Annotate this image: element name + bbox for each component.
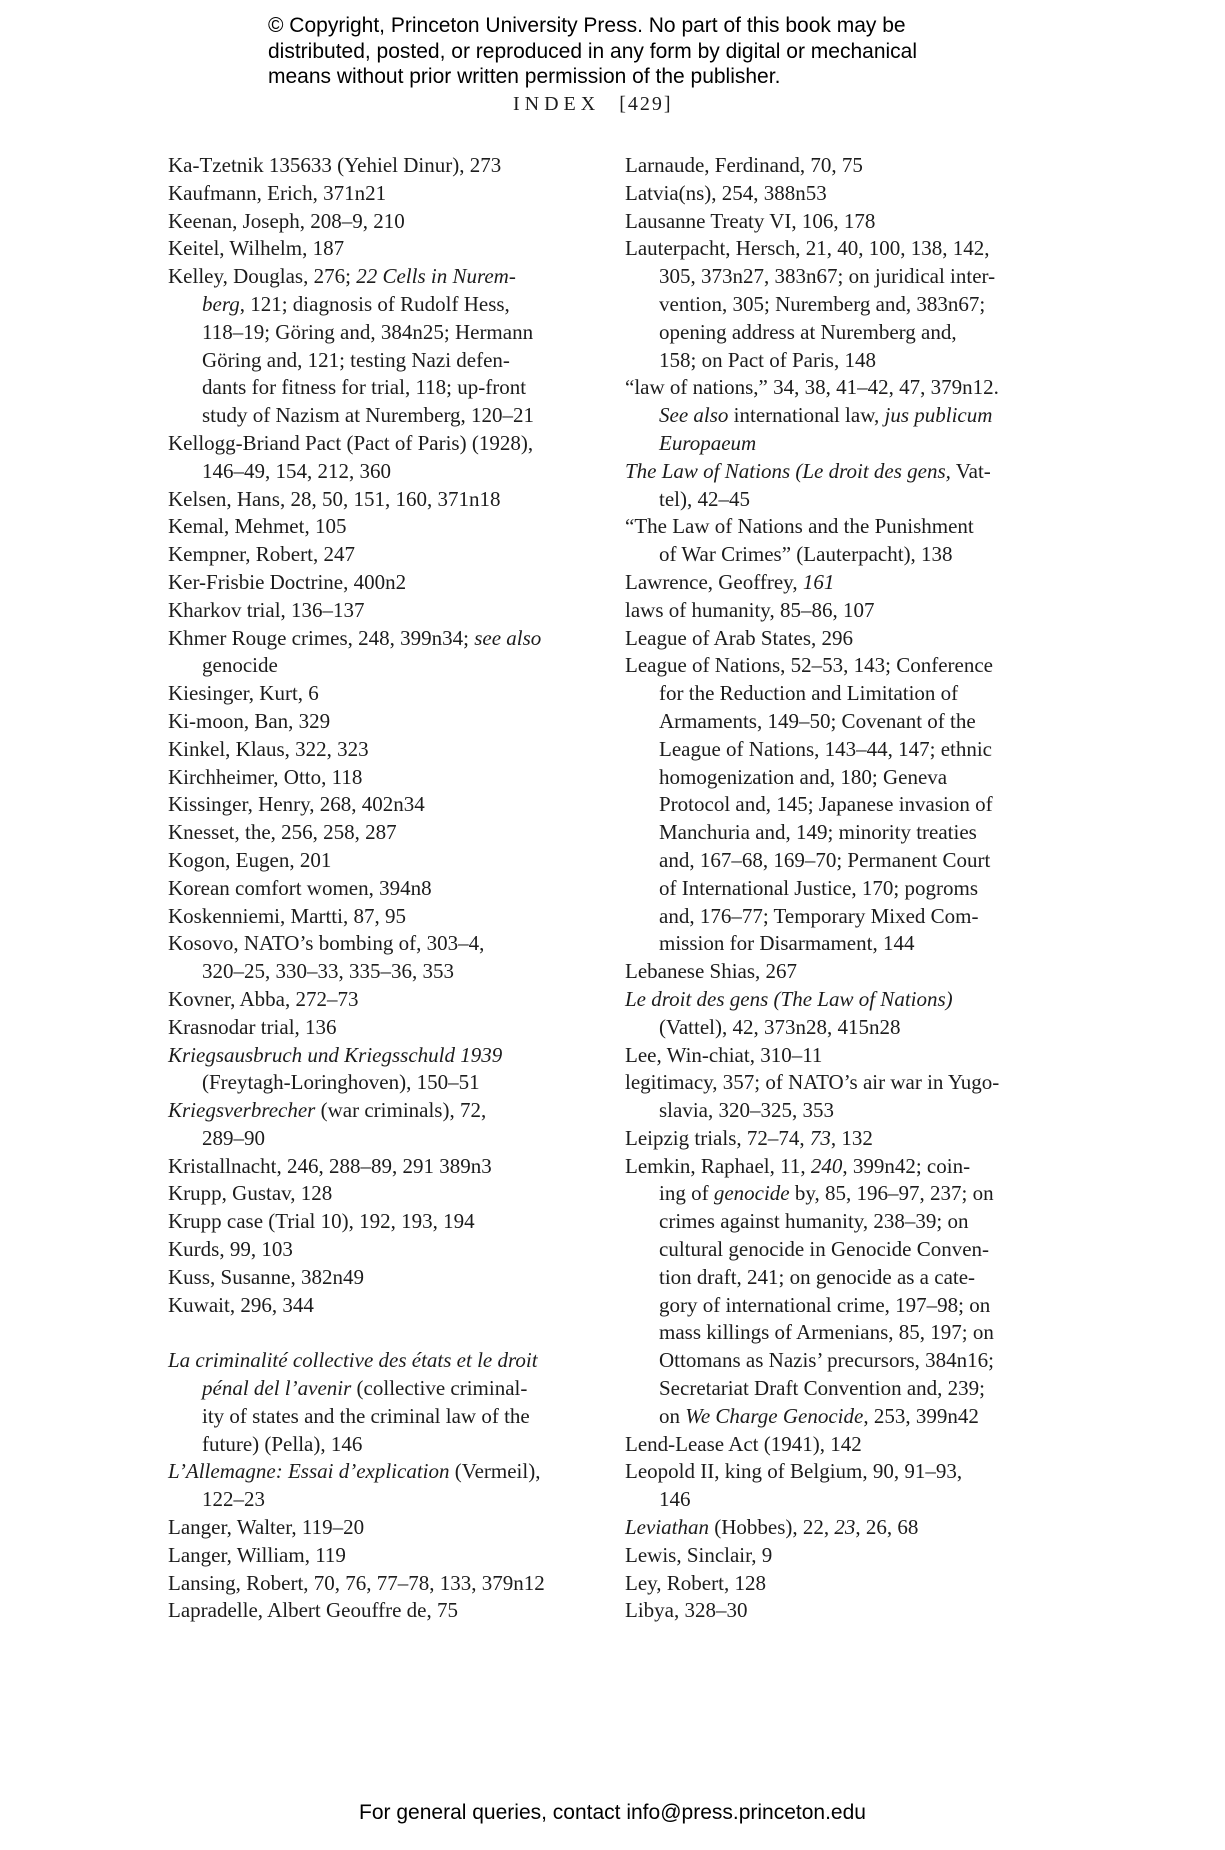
- index-line: [625, 1264, 1225, 1292]
- index-text: on: [659, 1403, 686, 1428]
- index-text: Lee, Win-chiat, 310–11: [625, 1042, 823, 1067]
- index-text: Kurds, 99, 103: [168, 1237, 293, 1262]
- index-line: [625, 1347, 1225, 1375]
- index-text-italic: 22 Cells in Nurem-: [356, 264, 516, 289]
- index-line: [625, 291, 1225, 319]
- index-text: Kemal, Mehmet, 105: [168, 514, 347, 539]
- index-blank-line: [168, 1319, 625, 1347]
- index-line: [625, 847, 1225, 875]
- index-line: [168, 1264, 625, 1292]
- index-text: Lauterpacht, Hersch, 21, 40, 100, 138, 142,: [625, 236, 990, 261]
- index-line: [168, 1125, 625, 1153]
- page-header: [513, 93, 673, 116]
- index-text-italic: Europaeum: [659, 430, 757, 455]
- index-line: [625, 1319, 1225, 1347]
- index-line: [625, 1014, 1225, 1042]
- index-line: [168, 235, 625, 263]
- index-text-italic: jus publicum: [884, 403, 993, 428]
- index-text: Kirchheimer, Otto, 118: [168, 764, 363, 789]
- index-text: Vat-: [950, 458, 991, 483]
- index-text: Lansing, Robert, 70, 76, 77–78, 133, 379n12: [168, 1570, 545, 1595]
- index-text-italic: The Law of Nations (Le droit des gens,: [625, 458, 951, 483]
- index-line: [625, 1458, 1225, 1486]
- index-line: [168, 1014, 625, 1042]
- index-text: Ki-moon, Ban, 329: [168, 708, 331, 733]
- index-line: [168, 569, 625, 597]
- index-line: [625, 263, 1225, 291]
- index-text-italic: genocide: [713, 1181, 790, 1206]
- index-line: [168, 152, 625, 180]
- index-text-italic: Kriegsausbruch und Kriegsschuld 1939: [168, 1042, 503, 1067]
- index-text: (Hobbes), 22,: [709, 1515, 835, 1540]
- index-line: [168, 1347, 625, 1375]
- index-line: [625, 541, 1225, 569]
- index-text: Koskenniemi, Martti, 87, 95: [168, 903, 406, 928]
- index-line: [625, 1403, 1225, 1431]
- index-text: Lausanne Treaty VI, 106, 178: [625, 208, 876, 233]
- index-line: [168, 374, 625, 402]
- index-text: , 399n42; coin-: [842, 1153, 971, 1178]
- index-line: [625, 652, 1225, 680]
- index-text: Kristallnacht, 246, 288–89, 291 389n3: [168, 1153, 492, 1178]
- index-line: [168, 1236, 625, 1264]
- page-number: [429]: [619, 93, 673, 115]
- index-text: 320–25, 330–33, 335–36, 353: [202, 959, 454, 984]
- index-line: [168, 458, 625, 486]
- index-line: [168, 486, 625, 514]
- index-text-italic: Kriegsverbrecher: [168, 1098, 316, 1123]
- index-line: [625, 625, 1225, 653]
- index-line: [625, 486, 1225, 514]
- index-text: Kempner, Robert, 247: [168, 542, 355, 567]
- index-line: [168, 1042, 625, 1070]
- index-text-italic: Leviathan: [625, 1515, 709, 1540]
- index-text: Korean comfort women, 394n8: [168, 875, 432, 900]
- copyright-line: distributed, posted, or reproduced in any form by digital or mechanical: [268, 39, 918, 63]
- index-text: , 253, 399n42: [863, 1403, 979, 1428]
- index-text: Manchuria and, 149; minority treaties: [659, 820, 977, 845]
- index-line: [625, 791, 1225, 819]
- index-line: [168, 597, 625, 625]
- index-line: [168, 1431, 625, 1459]
- index-text: League of Nations, 52–53, 143; Conference: [625, 653, 993, 678]
- index-text: Langer, William, 119: [168, 1542, 346, 1567]
- index-line: [168, 625, 625, 653]
- index-text: (Freytagh-Loringhoven), 150–51: [202, 1070, 480, 1095]
- index-text: Kogon, Eugen, 201: [168, 847, 332, 872]
- index-line: [168, 208, 625, 236]
- index-text: Göring and, 121; testing Nazi defen-: [202, 347, 510, 372]
- index-text: tion draft, 241; on genocide as a cate-: [659, 1264, 976, 1289]
- index-text: League of Nations, 143–44, 147; ethnic: [659, 736, 993, 761]
- index-text: (war criminals), 72,: [315, 1098, 487, 1123]
- index-line: [168, 430, 625, 458]
- index-text: Kelley, Douglas, 276;: [168, 264, 357, 289]
- index-text: laws of humanity, 85–86, 107: [625, 597, 875, 622]
- index-line: [168, 319, 625, 347]
- copyright-notice: [268, 13, 917, 90]
- index-line: [625, 1292, 1225, 1320]
- index-title: INDEX: [513, 93, 601, 115]
- index-text: Kiesinger, Kurt, 6: [168, 681, 319, 706]
- index-line: [625, 208, 1225, 236]
- index-text: Langer, Walter, 119–20: [168, 1515, 365, 1540]
- index-text: (Vermeil),: [449, 1459, 541, 1484]
- index-line: [168, 1597, 625, 1625]
- page-footer: [0, 1801, 1225, 1825]
- index-text: Lapradelle, Albert Geouffre de, 75: [168, 1598, 458, 1623]
- index-text: 289–90: [202, 1125, 265, 1150]
- index-left-column: [168, 152, 625, 1625]
- index-line: [625, 986, 1225, 1014]
- index-text: of War Crimes” (Lauterpacht), 138: [659, 542, 953, 567]
- index-line: [625, 1208, 1225, 1236]
- index-text: Lemkin, Raphael, 11,: [625, 1153, 811, 1178]
- index-text: Krasnodar trial, 136: [168, 1014, 337, 1039]
- copyright-line: means without prior written permission of the publisher.: [268, 65, 781, 89]
- index-line: [168, 513, 625, 541]
- index-line: [168, 1458, 625, 1486]
- index-text: Khmer Rouge crimes, 248, 399n34;: [168, 625, 475, 650]
- index-text: crimes against humanity, 238–39; on: [659, 1209, 969, 1234]
- index-text: study of Nazism at Nuremberg, 120–21: [202, 403, 535, 428]
- index-line: [168, 1097, 625, 1125]
- copyright-line: © Copyright, Princeton University Press. No part of this book may be: [268, 14, 906, 37]
- index-text: future) (Pella), 146: [202, 1431, 363, 1456]
- index-text: mass killings of Armenians, 85, 197; on: [659, 1320, 994, 1345]
- index-text: Kellogg-Briand Pact (Pact of Paris) (1928),: [168, 430, 534, 455]
- index-text: , 132: [830, 1125, 873, 1150]
- index-text: Libya, 328–30: [625, 1598, 748, 1623]
- index-text: 158; on Pact of Paris, 148: [659, 347, 876, 372]
- index-line: [168, 1514, 625, 1542]
- index-text: “The Law of Nations and the Punishment: [625, 514, 974, 539]
- index-line: [168, 1069, 625, 1097]
- index-text-italic: see also: [474, 625, 542, 650]
- index-line: [168, 180, 625, 208]
- index-text: mission for Disarmament, 144: [659, 931, 915, 956]
- index-text: dants for fitness for trial, 118; up-front: [202, 375, 527, 400]
- index-text: 305, 373n27, 383n67; on juridical inter-: [659, 264, 996, 289]
- index-line: [625, 1125, 1225, 1153]
- index-text: homogenization and, 180; Geneva: [659, 764, 948, 789]
- index-text: Kinkel, Klaus, 322, 323: [168, 736, 369, 761]
- index-text-italic: pénal del l’avenir: [202, 1376, 352, 1401]
- index-text: Lebanese Shias, 267: [625, 959, 798, 984]
- index-text-italic: 73: [809, 1125, 831, 1150]
- index-text-italic: La criminalité collective des états et le droit: [168, 1348, 538, 1373]
- index-line: [168, 1208, 625, 1236]
- index-line: [168, 875, 625, 903]
- index-line: [625, 1514, 1225, 1542]
- index-text: for the Reduction and Limitation of: [659, 681, 959, 706]
- index-text: Protocol and, 145; Japanese invasion of: [659, 792, 993, 817]
- index-text: Krupp, Gustav, 128: [168, 1181, 333, 1206]
- index-line: [625, 1180, 1225, 1208]
- index-text: (collective criminal-: [351, 1376, 528, 1401]
- index-line: [625, 1069, 1225, 1097]
- index-text-italic: L’Allemagne: Essai d’explication: [168, 1459, 450, 1484]
- index-text: tel), 42–45: [659, 486, 750, 511]
- index-text: Kosovo, NATO’s bombing of, 303–4,: [168, 931, 485, 956]
- index-text: cultural genocide in Genocide Conven-: [659, 1237, 990, 1262]
- index-text-italic: berg: [202, 291, 240, 316]
- index-line: [625, 597, 1225, 625]
- index-text: Krupp case (Trial 10), 192, 193, 194: [168, 1209, 475, 1234]
- index-line: [625, 319, 1225, 347]
- index-line: [625, 235, 1225, 263]
- index-text: and, 167–68, 169–70; Permanent Court: [659, 847, 991, 872]
- index-line: [625, 402, 1225, 430]
- index-line: [168, 1542, 625, 1570]
- index-line: [168, 263, 625, 291]
- index-line: [625, 1431, 1225, 1459]
- index-text: ing of: [659, 1181, 714, 1206]
- index-text: 146: [659, 1487, 691, 1512]
- index-text: Lend-Lease Act (1941), 142: [625, 1431, 862, 1456]
- index-line: [168, 402, 625, 430]
- index-text: Kovner, Abba, 272–73: [168, 986, 359, 1011]
- index-line: [168, 1375, 625, 1403]
- index-line: [625, 152, 1225, 180]
- index-text: Ley, Robert, 128: [625, 1570, 766, 1595]
- index-text-italic: 161: [802, 569, 835, 594]
- index-line: [625, 374, 1225, 402]
- index-text-italic: 240: [810, 1153, 843, 1178]
- index-line: [168, 764, 625, 792]
- index-text: Latvia(ns), 254, 388n53: [625, 180, 827, 205]
- index-text-italic: See also: [659, 403, 729, 428]
- index-line: [168, 930, 625, 958]
- index-line: [168, 1153, 625, 1181]
- index-line: [625, 569, 1225, 597]
- index-text-italic: 23: [834, 1515, 856, 1540]
- index-line: [168, 819, 625, 847]
- index-line: [625, 930, 1225, 958]
- index-text: Kelsen, Hans, 28, 50, 151, 160, 371n18: [168, 486, 501, 511]
- index-line: [625, 1097, 1225, 1125]
- index-line: [168, 791, 625, 819]
- index-right-column: [625, 152, 1225, 1625]
- index-text: Larnaude, Ferdinand, 70, 75: [625, 153, 863, 177]
- index-text: Kissinger, Henry, 268, 402n34: [168, 792, 425, 817]
- index-text: Leopold II, king of Belgium, 90, 91–93,: [625, 1459, 963, 1484]
- index-text: Armaments, 149–50; Covenant of the: [659, 708, 976, 733]
- index-line: [625, 1542, 1225, 1570]
- index-text: and, 176–77; Temporary Mixed Com-: [659, 903, 979, 928]
- index-line: [625, 458, 1225, 486]
- index-text: gory of international crime, 197–98; on: [659, 1292, 991, 1317]
- index-line: [168, 903, 625, 931]
- index-line: [168, 1403, 625, 1431]
- index-text: Kuwait, 296, 344: [168, 1292, 314, 1317]
- index-text: Knesset, the, 256, 258, 287: [168, 820, 397, 845]
- index-text: “law of nations,” 34, 38, 41–42, 47, 379n12.: [625, 375, 999, 400]
- index-line: [625, 1153, 1225, 1181]
- index-text: Kuss, Susanne, 382n49: [168, 1264, 365, 1289]
- index-line: [625, 708, 1225, 736]
- index-line: [625, 875, 1225, 903]
- index-line: [168, 347, 625, 375]
- index-line: [168, 847, 625, 875]
- index-line: [168, 1486, 625, 1514]
- index-line: [168, 736, 625, 764]
- index-line: [625, 1486, 1225, 1514]
- index-line: [625, 903, 1225, 931]
- index-text-italic: Le droit des gens (The Law of Nations): [625, 986, 953, 1011]
- index-line: [168, 652, 625, 680]
- index-line: [168, 1292, 625, 1320]
- index-text: Ker-Frisbie Doctrine, 400n2: [168, 569, 407, 594]
- index-line: [625, 430, 1225, 458]
- index-line: [625, 819, 1225, 847]
- index-text: ity of states and the criminal law of the: [202, 1403, 530, 1428]
- index-text: slavia, 320–325, 353: [659, 1098, 834, 1123]
- index-line: [168, 958, 625, 986]
- index-line: [168, 1570, 625, 1598]
- index-text-italic: We Charge Genocide: [685, 1403, 864, 1428]
- index-text: legitimacy, 357; of NATO’s air war in Yugo-: [625, 1070, 1000, 1095]
- index-text: Keenan, Joseph, 208–9, 210: [168, 208, 405, 233]
- index-line: [625, 180, 1225, 208]
- index-line: [168, 1180, 625, 1208]
- index-line: [168, 986, 625, 1014]
- index-text: Kaufmann, Erich, 371n21: [168, 180, 387, 205]
- index-line: [625, 1375, 1225, 1403]
- index-line: [168, 541, 625, 569]
- index-text: 118–19; Göring and, 384n25; Hermann: [202, 319, 534, 344]
- index-text: Lawrence, Geoffrey,: [625, 569, 803, 594]
- index-line: [168, 708, 625, 736]
- index-line: [625, 1570, 1225, 1598]
- index-line: [168, 680, 625, 708]
- index-text: Lewis, Sinclair, 9: [625, 1542, 773, 1567]
- footer-contact-text: For general queries, contact info@press.princeton.edu: [359, 1801, 866, 1824]
- index-line: [625, 958, 1225, 986]
- index-line: [625, 1597, 1225, 1625]
- index-text: vention, 305; Nuremberg and, 383n67;: [659, 291, 986, 316]
- index-text: League of Arab States, 296: [625, 625, 854, 650]
- index-line: [625, 680, 1225, 708]
- index-text: Secretariat Draft Convention and, 239;: [659, 1376, 985, 1401]
- index-text: Keitel, Wilhelm, 187: [168, 236, 345, 261]
- index-line: [625, 513, 1225, 541]
- index-text: opening address at Nuremberg and,: [659, 319, 957, 344]
- index-text: Ottomans as Nazis’ precursors, 384n16;: [659, 1348, 994, 1373]
- index-text: by, 85, 196–97, 237; on: [789, 1181, 994, 1206]
- index-text: Leipzig trials, 72–74,: [625, 1125, 810, 1150]
- index-text: 122–23: [202, 1487, 265, 1512]
- index-line: [168, 291, 625, 319]
- index-line: [625, 1236, 1225, 1264]
- index-text: , 26, 68: [855, 1515, 919, 1540]
- index-text: (Vattel), 42, 373n28, 415n28: [659, 1014, 901, 1039]
- index-text: , 121; diagnosis of Rudolf Hess,: [239, 291, 510, 316]
- index-text: Ka-Tzetnik 135633 (Yehiel Dinur), 273: [168, 153, 502, 177]
- index-line: [625, 347, 1225, 375]
- index-text: Kharkov trial, 136–137: [168, 597, 365, 622]
- index-text: genocide: [202, 653, 278, 678]
- index-line: [625, 736, 1225, 764]
- index-text: 146–49, 154, 212, 360: [202, 458, 391, 483]
- index-line: [625, 764, 1225, 792]
- index-text: of International Justice, 170; pogroms: [659, 875, 979, 900]
- index-line: [625, 1042, 1225, 1070]
- index-text: international law,: [728, 403, 885, 428]
